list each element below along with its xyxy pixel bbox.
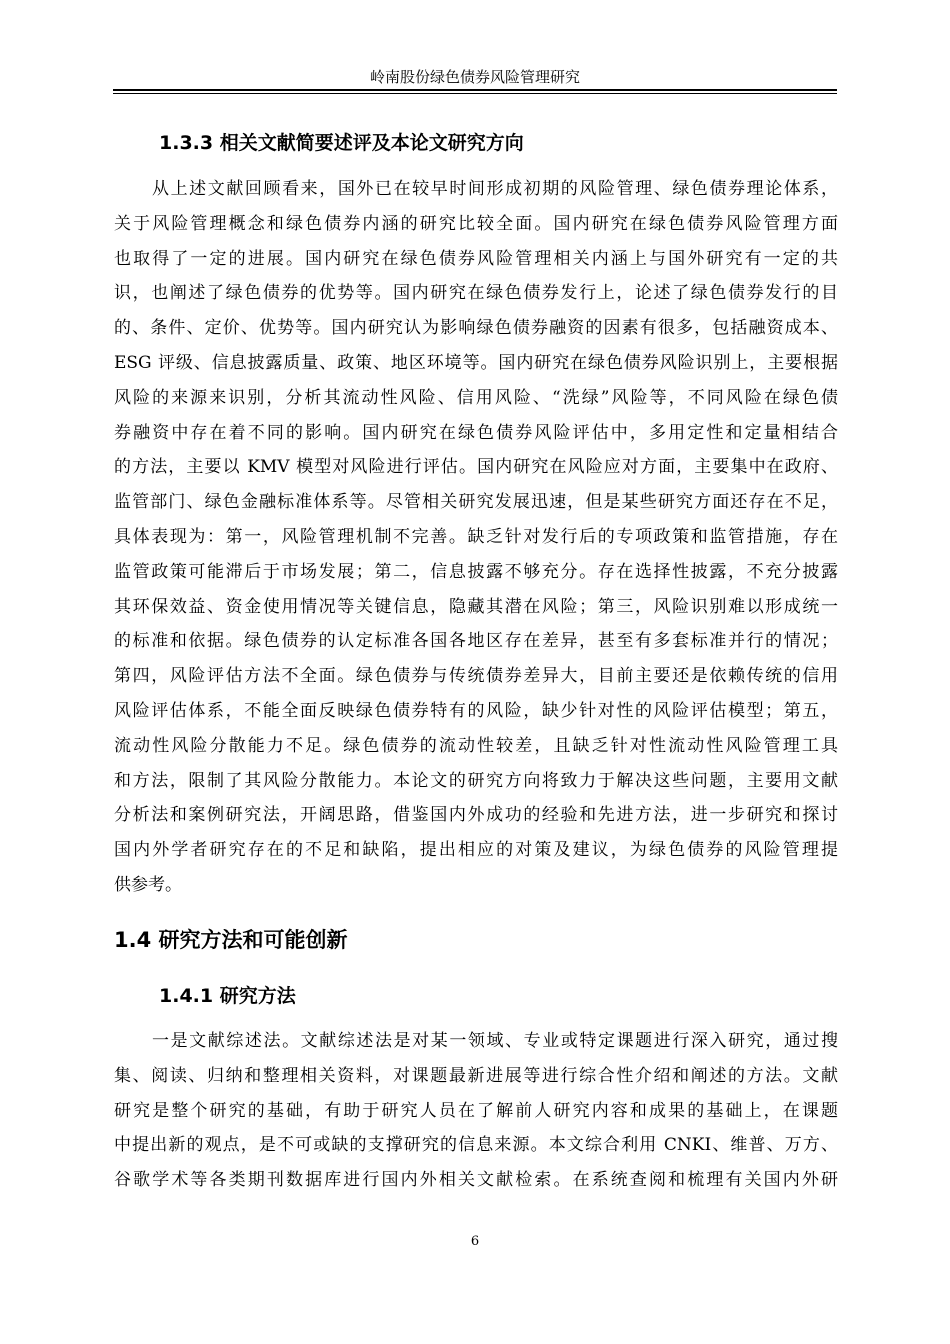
text-line: 识，也阐述了绿色债券的优势等。国内研究在绿色债券发行上，论述了绿色债券发行的目 xyxy=(114,283,838,304)
text-line: 券融资中存在着不同的影响。国内研究在绿色债券风险评估中，多用定性和定量相结合 xyxy=(114,422,838,443)
text-line: 也取得了一定的进展。国内研究在绿色债券风险管理相关内涵上与国外研究有一定的共 xyxy=(114,248,838,269)
text-line: 中提出新的观点，是不可或缺的支撑研究的信息来源。本文综合利用 CNKI、维普、万方、 xyxy=(114,1135,838,1156)
text-line: ESG 评级、信息披露质量、政策、地区环境等。国内研究在绿色债券风险识别上，主要根据 xyxy=(114,352,838,373)
text-line: 谷歌学术等各类期刊数据库进行国内外相关文献检索。在系统查阅和梳理有关国内外研 xyxy=(114,1170,838,1191)
paragraph-methods xyxy=(114,1024,838,1198)
text-line: 监管政策可能滞后于市场发展；第二，信息披露不够充分。存在选择性披露，不充分披露 xyxy=(114,561,838,582)
text-line: 第四，风险评估方法不全面。绿色债券与传统债券差异大，目前主要还是依赖传统的信用 xyxy=(114,666,838,687)
heading-1-3-3: 1.3.3 相关文献简要述评及本论文研究方向 xyxy=(159,132,524,154)
text-line: 的方法，主要以 KMV 模型对风险进行评估。国内研究在风险应对方面，主要集中在政府、 xyxy=(114,457,838,478)
heading-1-4-1: 1.4.1 研究方法 xyxy=(159,985,296,1007)
text-line: 一是文献综述法。文献综述法是对某一领域、专业或特定课题进行深入研究，通过搜 xyxy=(152,1031,838,1051)
text-line: 风险评估体系，不能全面反映绿色债券特有的风险，缺少针对性的风险评估模型；第五， xyxy=(114,700,838,721)
text-line: 国内外学者研究存在的不足和缺陷，提出相应的对策及建议，为绿色债券的风险管理提 xyxy=(114,840,838,861)
text-line: 的标准和依据。绿色债券的认定标准各国各地区存在差异，甚至有多套标准并行的情况； xyxy=(114,631,838,652)
text-line: 供参考。 xyxy=(114,874,182,895)
text-line: 和方法，限制了其风险分散能力。本论文的研究方向将致力于解决这些问题，主要用文献 xyxy=(114,770,838,791)
text-line: 分析法和案例研究法，开阔思路，借鉴国内外成功的经验和先进方法，进一步研究和探讨 xyxy=(114,805,838,826)
running-header: 岭南股份绿色债券风险管理研究 xyxy=(369,68,580,86)
text-line: 从上述文献回顾看来，国外已在较早时间形成初期的风险管理、绿色债券理论体系， xyxy=(152,179,838,199)
text-line: 流动性风险分散能力不足。绿色债券的流动性较差，且缺乏针对性流动性风险管理工具 xyxy=(114,735,838,756)
header-rule-thick xyxy=(113,89,837,91)
text-line: 其环保效益、资金使用情况等关键信息，隐藏其潜在风险；第三，风险识别难以形成统一 xyxy=(114,596,838,617)
paragraph-review xyxy=(114,172,838,903)
text-line: 具体表现为：第一，风险管理机制不完善。缺乏针对发行后的专项政策和监管措施，存在 xyxy=(114,526,838,547)
heading-1-4: 1.4 研究方法和可能创新 xyxy=(114,928,348,952)
text-line: 监管部门、绿色金融标准体系等。尽管相关研究发展迅速，但是某些研究方面还存在不足， xyxy=(114,492,838,513)
page-number: 6 xyxy=(470,1234,480,1249)
header-rule-thin xyxy=(113,93,837,94)
text-line: 研究是整个研究的基础，有助于研究人员在了解前人研究内容和成果的基础上，在课题 xyxy=(114,1100,838,1121)
text-line: 的、条件、定价、优势等。国内研究认为影响绿色债券融资的因素有很多，包括融资成本、 xyxy=(114,318,838,339)
text-line: 关于风险管理概念和绿色债券内涵的研究比较全面。国内研究在绿色债券风险管理方面 xyxy=(114,213,838,234)
text-line: 风险的来源来识别，分析其流动性风险、信用风险、“洗绿”风险等，不同风险在绿色债 xyxy=(114,387,838,408)
text-line: 集、阅读、归纳和整理相关资料，对课题最新进展等进行综合性介绍和阐述的方法。文献 xyxy=(114,1065,838,1086)
